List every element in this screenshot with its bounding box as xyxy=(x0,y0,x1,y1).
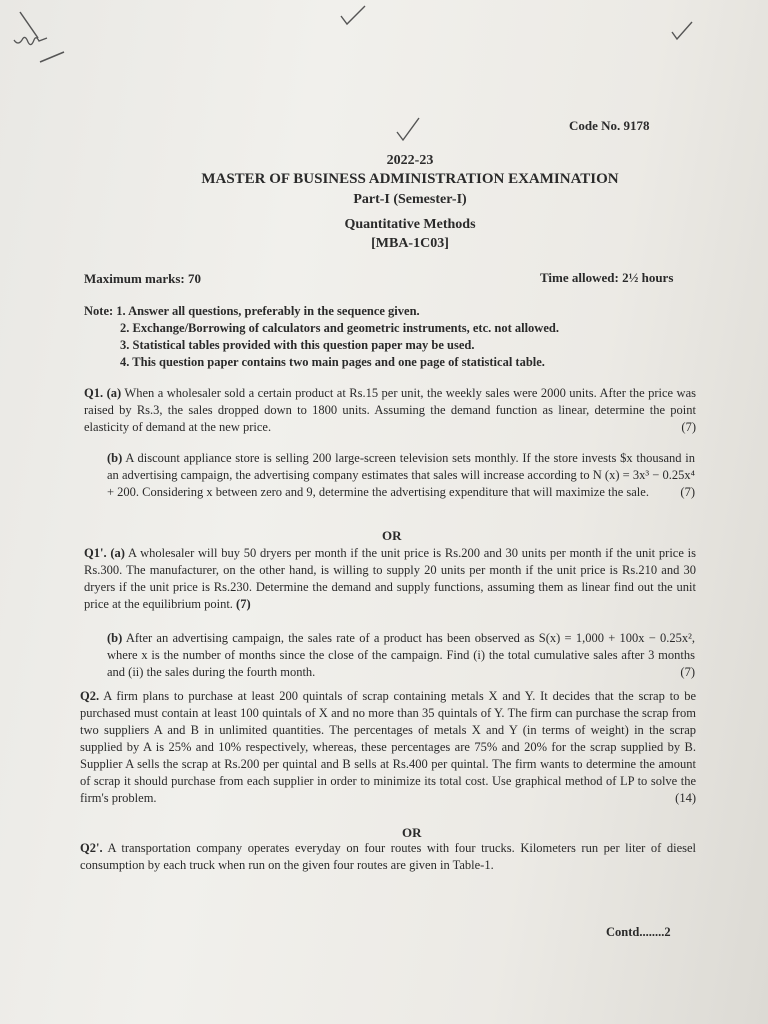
note-line-2: 2. Exchange/Borrowing of calculators and geometric instruments, etc. not allowed. xyxy=(120,321,559,335)
question-2 xyxy=(80,688,696,807)
question-text: A firm plans to purchase at least 200 quintals of scrap containing metals X and Y. It decides that the scrap to be purchased must contain at least 100 quintals of X and no more than 35 quintals of Y. The firm can purchase the scrap from two suppliers A and B in unlimited quantities. The percentages of metals X and Y (in terms of weight) in the scrap supplied by A is 25% and 10% respectively, whereas, these percentages are 75% and 20% for the scrap supplied by B. Supplier A sells the scrap at Rs.200 per quintal and B sells at Rs.400 per quintal. The firm wants to determine the amount of scrap it should purchase from each supplier in order to minimize its total cost. Use graphical method of LP to solve the firm's problem. xyxy=(80,689,696,805)
question-text: A discount appliance store is selling 200 large-screen television sets monthly. If the store invests $x thousand in an advertising campaign, the advertising company estimates that sales will increase according to N (x) = 3x³ − 0.25x⁴ + 200. Considering x between zero and 9, determine the advertising expenditure that will maximize the sale. xyxy=(107,451,696,499)
question-text: A wholesaler will buy 50 dryers per month if the unit price is Rs.200 and 30 units per month if the unit price is Rs.300. The manufacturer, on the other hand, is willing to supply 20 units per month if the unit price is Rs.210 and 30 dryers if the unit price is Rs.230. Determine the demand and supply functions, assuming them as linear find out the unit price at the equilibrium point. xyxy=(84,546,697,611)
instructions-note xyxy=(84,303,559,371)
question-marks: (7) xyxy=(236,597,251,611)
exam-year: 2022-23 xyxy=(386,153,434,168)
question-marks: (7) xyxy=(681,420,696,434)
question-marks: (14) xyxy=(675,791,696,805)
question-1a xyxy=(84,385,696,436)
note-line-1: Note: 1. Answer all questions, preferably in the sequence given. xyxy=(84,304,420,318)
question-label: Q1'. (a) xyxy=(84,546,125,560)
or-separator: OR xyxy=(402,825,422,840)
question-marks: (7) xyxy=(680,665,695,679)
exam-title: MASTER OF BUSINESS ADMINISTRATION EXAMINATION xyxy=(201,171,619,187)
check-mark-icon xyxy=(670,20,694,42)
question-label: Q2. xyxy=(80,689,100,703)
note-line-3: 3. Statistical tables provided with this question paper may be used. xyxy=(120,338,475,352)
time-allowed: Time allowed: 2½ hours xyxy=(540,270,674,285)
question-text: After an advertising campaign, the sales rate of a product has been observed as S(x) = 1,000 + 100x − 0.25x², where x is the number of months since the close of the campaign. Find (i) the total cumulative sales after 3 months and (ii) the sales during the fourth month. xyxy=(107,631,695,679)
question-1b xyxy=(107,450,695,501)
code-number: Code No. 9178 xyxy=(569,118,650,133)
question-2-alternative xyxy=(80,840,696,874)
handwritten-scribble xyxy=(10,0,80,80)
question-text: A transportation company operates everyday on four routes with four trucks. Kilometers run per liter of diesel consumption by each truck when run on the given four routes are given in Table-1. xyxy=(80,841,697,872)
check-mark-icon xyxy=(395,116,421,142)
question-1-alternative-b xyxy=(107,630,695,681)
note-line-4: 4. This question paper contains two main pages and one page of statistical table. xyxy=(120,355,545,369)
question-text: When a wholesaler sold a certain product at Rs.15 per unit, the weekly sales were 2000 units. After the price was raised by Rs.3, the sales dropped down to 1800 units. Assuming the demand function as linear, determine the point elasticity of demand at the new price. xyxy=(84,386,696,434)
subject-title: Quantitative Methods xyxy=(344,217,476,232)
question-label: Q1. (a) xyxy=(84,386,122,400)
question-1-alternative-a xyxy=(84,545,696,613)
continued-note: Contd........2 xyxy=(606,925,671,939)
question-label: Q2'. xyxy=(80,841,103,855)
or-separator: OR xyxy=(382,528,402,543)
maximum-marks: Maximum marks: 70 xyxy=(84,271,201,286)
question-label: (b) xyxy=(107,631,123,645)
course-code: [MBA-1C03] xyxy=(371,236,449,251)
exam-part: Part-I (Semester-I) xyxy=(353,192,467,207)
question-label: (b) xyxy=(107,451,123,465)
question-marks: (7) xyxy=(680,485,695,499)
check-mark-icon xyxy=(338,4,368,28)
